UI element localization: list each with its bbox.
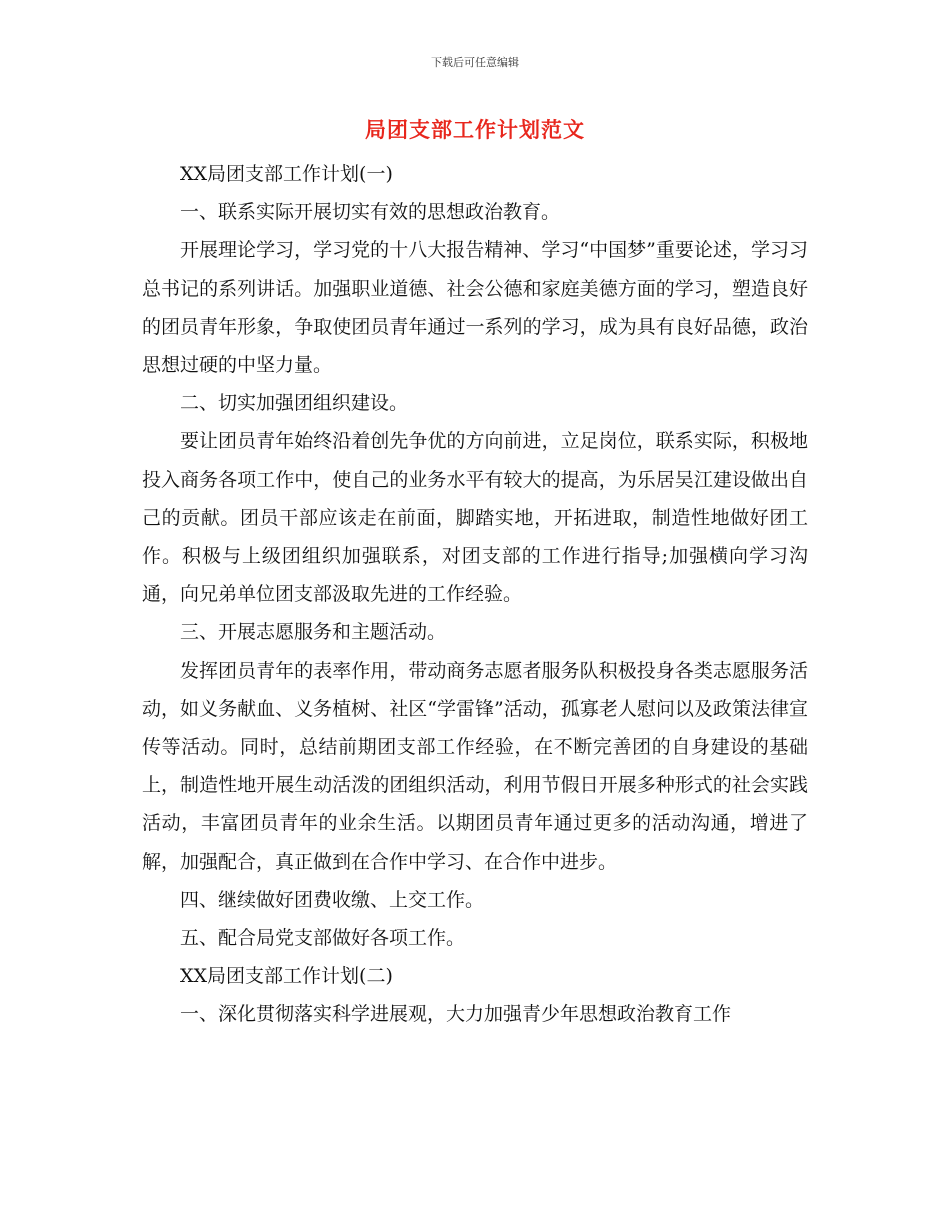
paragraph-section-one-heading: 一、联系实际开展切实有效的思想政治教育。 [180, 201, 561, 224]
paragraph-plan-one-heading: XX局团支部工作计划(一) [180, 163, 393, 185]
paragraph-plan-two-heading: XX局团支部工作计划(二) [180, 965, 393, 988]
paragraph-section-five-heading: 五、配合局党支部做好各项工作。 [180, 927, 466, 950]
header-note: 下载后可任意编辑 [431, 56, 519, 69]
paragraph-section-three-body: 发挥团员青年的表率作用，带动商务志愿者服务队积极投身各类志愿服务活动，如义务献血、义务植树、社区“学雷锋”活动，孤寡老人慰问以及政策法律宣传等活动。同时，总结前期团支部工作经验，在不断完善团的自身建设的基础上，制造性地开展生动活泼的团组织活动，利用节假日开展多种形式的社会实践活动，丰富团员青年的业余生活。以期团员青年通过更多的活动沟通，增进了解，加强配合，真正做到在合作中学习、在合作中进步。 [142, 659, 808, 873]
paragraph-section-one-body: 开展理论学习，学习党的十八大报告精神、学习“中国梦”重要论述，学习习总书记的系列讲话。加强职业道德、社会公德和家庭美德方面的学习，塑造良好的团员青年形象，争取使团员青年通过一系列的学习，成为具有良好品德，政治思想过硬的中坚力量。 [142, 239, 808, 377]
document-title: 局团支部工作计划范文 [365, 118, 585, 142]
paragraph-plan-two-section-one: 一、深化贯彻落实科学进展观，大力加强青少年思想政治教育工作 [180, 1003, 732, 1026]
paragraph-section-two-body: 要让团员青年始终沿着创先争优的方向前进，立足岗位，联系实际，积极地投入商务各项工作中，使自己的业务水平有较大的提高，为乐居吴江建设做出自己的贡献。团员干部应该走在前面，脚踏实地，开拓进取，制造性地做好团工作。积极与上级团组织加强联系，对团支部的工作进行指导;加强横向学习沟通，向兄弟单位团支部汲取先进的工作经验。 [142, 430, 808, 606]
paragraph-section-two-heading: 二、切实加强团组织建设。 [180, 392, 409, 415]
document-body [142, 155, 808, 1034]
paragraph-section-three-heading: 三、开展志愿服务和主题活动。 [180, 621, 447, 644]
paragraph-section-four-heading: 四、继续做好团费收缴、上交工作。 [180, 888, 485, 911]
